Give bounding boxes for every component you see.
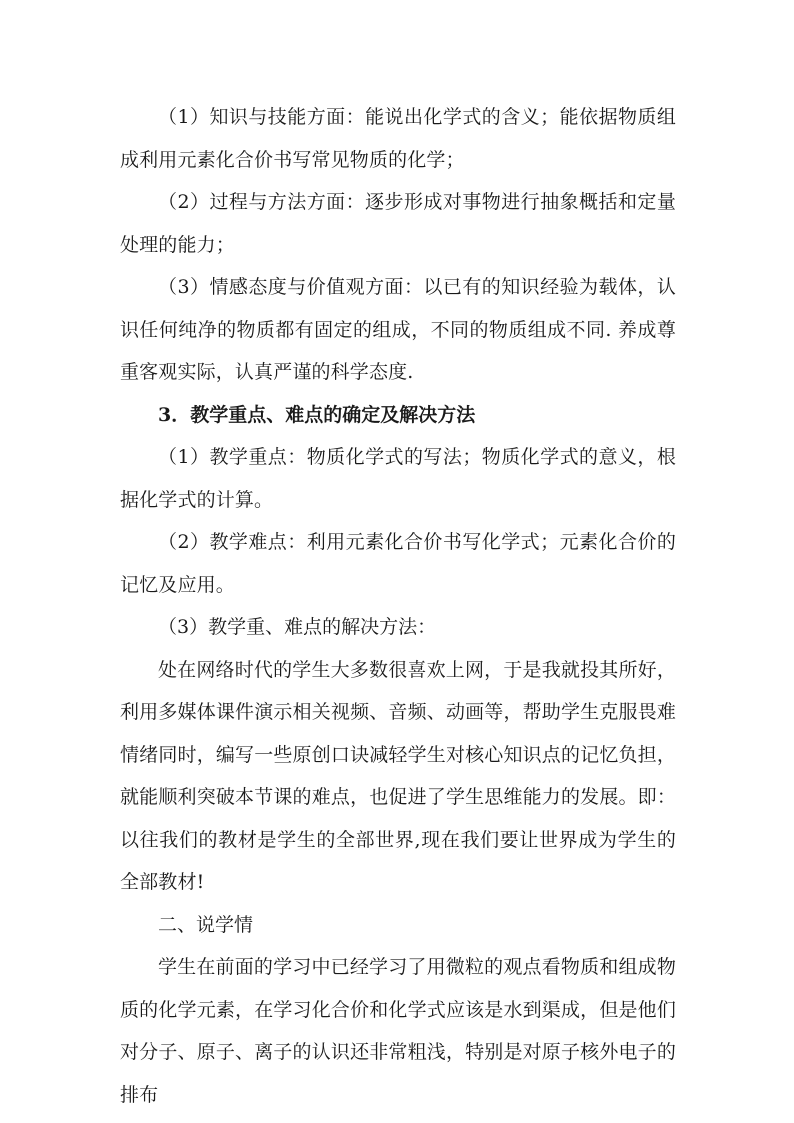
paragraph-goal-knowledge: （1）知识与技能方面：能说出化学式的含义；能依据物质组成利用元素化合价书写常见物质的化学； <box>120 106 676 171</box>
section-2-heading: 二、说学情 <box>158 913 254 936</box>
paragraph-solution-body: 处在网络时代的学生大多数很喜欢上网，于是我就投其所好，利用多媒体课件演示相关视频、音频、动画等，帮助学生克服畏难情绪同时，编写一些原创口诀减轻学生对核心知识点的记忆负担，就能顺利突破本节课的难点，也促进了学生思维能力的发展。即：以往我们的教材是学生的全部世界,现在我们要让世界成为学生的全部教材! <box>120 658 676 893</box>
document-body <box>120 96 676 1116</box>
solution-heading: （3）教学重、难点的解决方法： <box>158 616 437 638</box>
paragraph-student-analysis: 学生在前面的学习中已经学习了用微粒的观点看物质和组成物质的化学元素，在学习化合价和化学式应该是水到渠成，但是他们对分子、原子、离子的认识还非常粗浅，特别是对原子核外电子的排布 <box>120 956 676 1106</box>
section-3-heading: 3．教学重点、难点的确定及解决方法 <box>158 403 476 426</box>
paragraph-goal-emotion: （3）情感态度与价值观方面：以已有的知识经验为载体，认识任何纯净的物质都有固定的组成，不同的物质组成不同. 养成尊重客观实际，认真严谨的科学态度. <box>120 276 676 383</box>
paragraph-key-point: （1）教学重点：物质化学式的写法；物质化学式的意义，根据化学式的计算。 <box>120 446 676 511</box>
paragraph-difficult-point: （2）教学难点：利用元素化合价书写化学式；元素化合价的记忆及应用。 <box>120 531 676 596</box>
paragraph-goal-process: （2）过程与方法方面：逐步形成对事物进行抽象概括和定量处理的能力； <box>120 191 676 256</box>
